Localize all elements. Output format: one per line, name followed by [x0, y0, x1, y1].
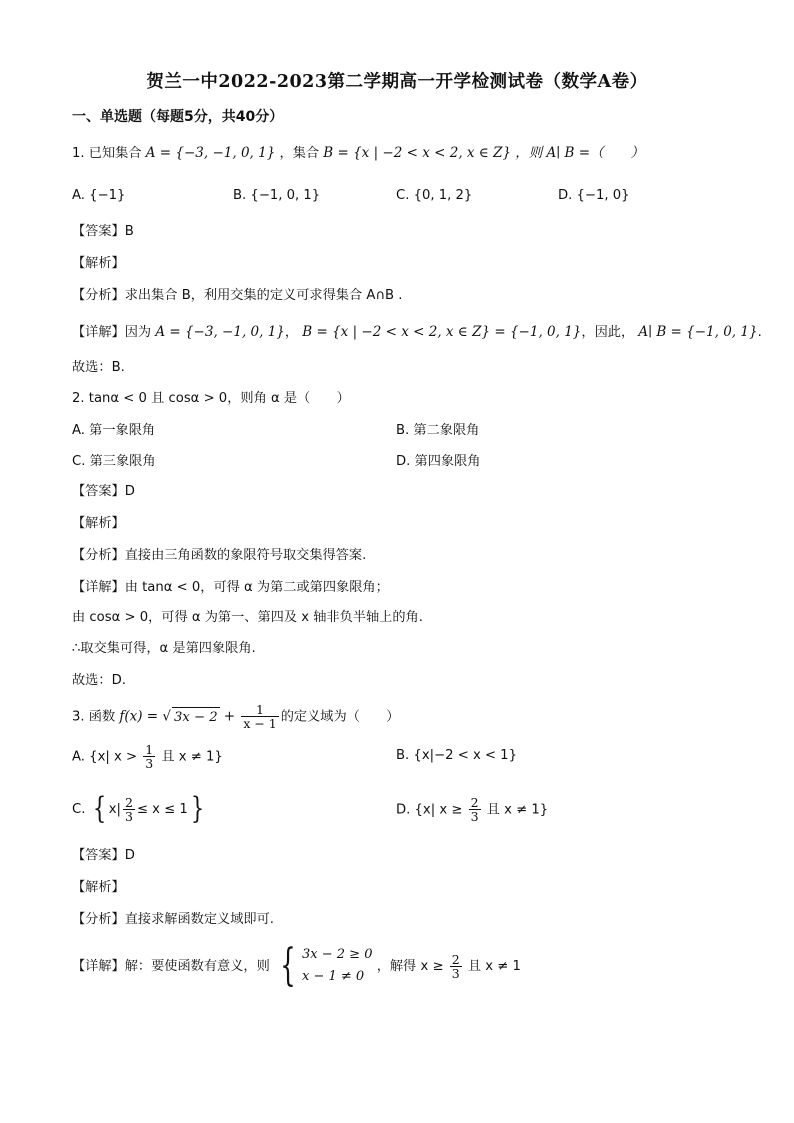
q2-fenxi-text: 直接由三角函数的象限符号取交集得答案.: [124, 548, 367, 563]
q3-system-eq2: x − 1 ≠ 0: [302, 969, 365, 984]
answer-label: 【答案】: [72, 848, 125, 863]
q3-analysis-label: 【解析】: [72, 880, 125, 895]
q3-option-a-denominator: 3: [145, 756, 154, 771]
q1-number: 1.: [72, 146, 85, 161]
q3-option-c-x: x|: [108, 802, 121, 817]
q3-fenxi-text: 直接求解函数定义域即可.: [124, 912, 275, 927]
q3-option-a-fraction: [143, 743, 155, 770]
q2-option-a: A. 第一象限角: [72, 423, 156, 438]
q1-xiangjie: 【详解】因为 A = {−3, −1, 0, 1}， B = {x | −2 < x < 2, x ∈ Z} = {−1, 0, 1}，因此， A∣ B = {−1, 0, 1}.: [72, 324, 762, 340]
q3-fenxi: [72, 910, 274, 930]
q3-stem: [72, 703, 399, 730]
q1-xiangjie-set-a: A = {−3, −1, 0, 1}: [155, 324, 285, 340]
q1-option-a: A. {−1}: [72, 188, 126, 203]
guxuan-label: 故选：: [72, 360, 112, 375]
q1-set-b: B = {x | −2 < x < 2, x ∈ Z}: [323, 145, 512, 161]
q2-option-c: C. 第三象限角: [72, 454, 156, 469]
exam-title: 贺兰一中2022-2023第二学期高一开学检测试卷（数学A卷）: [146, 72, 648, 92]
q3-frac-numerator: 1: [241, 703, 278, 717]
q3-func-lhs: f(x) =: [119, 708, 159, 725]
q3-option-b: B. {x|−2 < x < 1}: [396, 748, 517, 763]
q3-option-c-numerator: 2: [124, 794, 133, 810]
q3-option-a: [72, 743, 223, 770]
q3-option-c-post: ≤ x ≤ 1: [136, 802, 188, 817]
q1-mid: ，集合: [279, 146, 320, 161]
q3-option-c-pre: C.: [72, 802, 86, 817]
q1-choice-value: B.: [111, 360, 125, 375]
q3-option-c-denominator: 3: [124, 808, 133, 824]
q2-stem-text: tanα < 0 且 cosα > 0，则角 α 是（ ）: [88, 391, 350, 406]
q1-option-c: C. {0, 1, 2}: [396, 188, 473, 203]
q2-xiangjie-line3: ∴取交集可得，α 是第四象限角.: [72, 641, 256, 656]
q3-number: 3.: [72, 709, 85, 725]
q1-answer: [72, 222, 134, 242]
q2-answer-value: D: [124, 484, 135, 499]
q3-option-c: [72, 791, 207, 826]
q3-frac-denominator: x − 1: [243, 716, 277, 731]
q3-xiangjie-post: 且 x ≠ 1: [467, 959, 521, 974]
q3-system: [302, 944, 372, 988]
q3-xiangjie-pre: 解：要使函数有意义，则: [124, 959, 270, 974]
q1-option-b: B. {−1, 0, 1}: [233, 188, 321, 203]
q3-post: 的定义域为（ ）: [280, 709, 400, 725]
q3-option-d: [396, 796, 548, 823]
q2-xiangjie-text: 由 tanα < 0，可得 α 为第二或第四象限角；: [124, 580, 389, 595]
q2-option-d: D. 第四象限角: [396, 454, 481, 469]
xiangjie-label: 【详解】: [72, 959, 125, 974]
q3-option-c-fraction: [123, 796, 135, 823]
q3-answer: [72, 846, 135, 866]
q2-analysis-label: 【解析】: [72, 516, 125, 531]
q1-set-a: A = {−3, −1, 0, 1}: [145, 145, 276, 161]
xiangjie-label: 【详解】: [72, 325, 125, 340]
q1-stem: [72, 143, 644, 164]
q3-xiangjie: [72, 940, 521, 991]
q1-fenxi: [72, 286, 402, 306]
q1-answer-value: B: [124, 224, 134, 239]
q3-option-c-right-brace: }: [190, 791, 205, 826]
q2-answer: [72, 482, 135, 502]
q1-pre: 已知集合: [88, 146, 142, 161]
q3-option-d-post: 且 x ≠ 1}: [486, 802, 549, 818]
q2-stem: [72, 389, 350, 409]
q3-system-eq1: 3x − 2 ≥ 0: [302, 947, 373, 962]
q3-option-a-post: 且 x ≠ 1}: [161, 749, 223, 765]
answer-label: 【答案】: [72, 224, 125, 239]
q3-fraction: [241, 703, 278, 730]
q1-xiangjie-set-b: B = {x | −2 < x < 2, x ∈ Z} = {−1, 0, 1}: [302, 324, 582, 340]
q3-option-a-numerator: 1: [145, 742, 154, 757]
q1-option-d: D. {−1, 0}: [558, 188, 630, 203]
q3-result-numerator: 2: [451, 951, 460, 967]
q1-xiangjie-result: A∣ B = {−1, 0, 1}: [638, 324, 758, 340]
q3-option-d-numerator: 2: [470, 795, 479, 810]
q1-xiangjie-pre: 因为: [124, 325, 152, 340]
fenxi-label: 【分析】: [72, 548, 125, 563]
q3-sqrt-arg: 3x − 2: [172, 707, 220, 728]
answer-label: 【答案】: [72, 484, 125, 499]
q1-analysis-label: 【解析】: [72, 256, 125, 271]
q3-option-a-pre: A. {x| x >: [72, 749, 138, 765]
q3-answer-value: D: [124, 848, 135, 863]
q2-xiangjie-line2: 由 cosα > 0，可得 α 为第一、第四及 x 轴非负半轴上的角.: [72, 610, 423, 625]
q3-option-d-pre: D. {x| x ≥: [396, 802, 463, 818]
q2-number: 2.: [72, 391, 85, 406]
q2-fenxi: [72, 546, 366, 566]
q2-choice: [72, 671, 126, 691]
q1-post: ，则 A∣ B =（ ）: [515, 145, 645, 161]
fenxi-label: 【分析】: [72, 288, 125, 303]
q1-fenxi-text: 求出集合 B，利用交集的定义可求得集合 A∩B .: [124, 288, 403, 303]
q3-option-c-left-brace: {: [92, 791, 106, 826]
q3-xiangjie-mid: ，解得 x ≥: [376, 959, 444, 974]
q3-sqrt-sign: √: [162, 708, 171, 725]
q2-choice-value: D.: [111, 673, 126, 688]
q3-result-denominator: 3: [451, 965, 460, 981]
q3-system-brace: {: [280, 940, 296, 991]
q1-xiangjie-post: ，因此，: [581, 325, 635, 340]
q3-plus: +: [223, 708, 236, 725]
q3-option-d-fraction: [469, 796, 481, 823]
xiangjie-label: 【详解】: [72, 580, 125, 595]
q3-result-fraction: [450, 953, 462, 980]
section-heading: 一、单选题（每题5分，共40分）: [72, 109, 284, 125]
q2-xiangjie: [72, 578, 389, 598]
q2-option-b: B. 第二象限角: [396, 423, 480, 438]
q3-pre: 函数: [88, 709, 116, 725]
fenxi-label: 【分析】: [72, 912, 125, 927]
q3-option-d-denominator: 3: [470, 809, 479, 824]
q1-choice: [72, 358, 125, 378]
guxuan-label: 故选：: [72, 673, 112, 688]
